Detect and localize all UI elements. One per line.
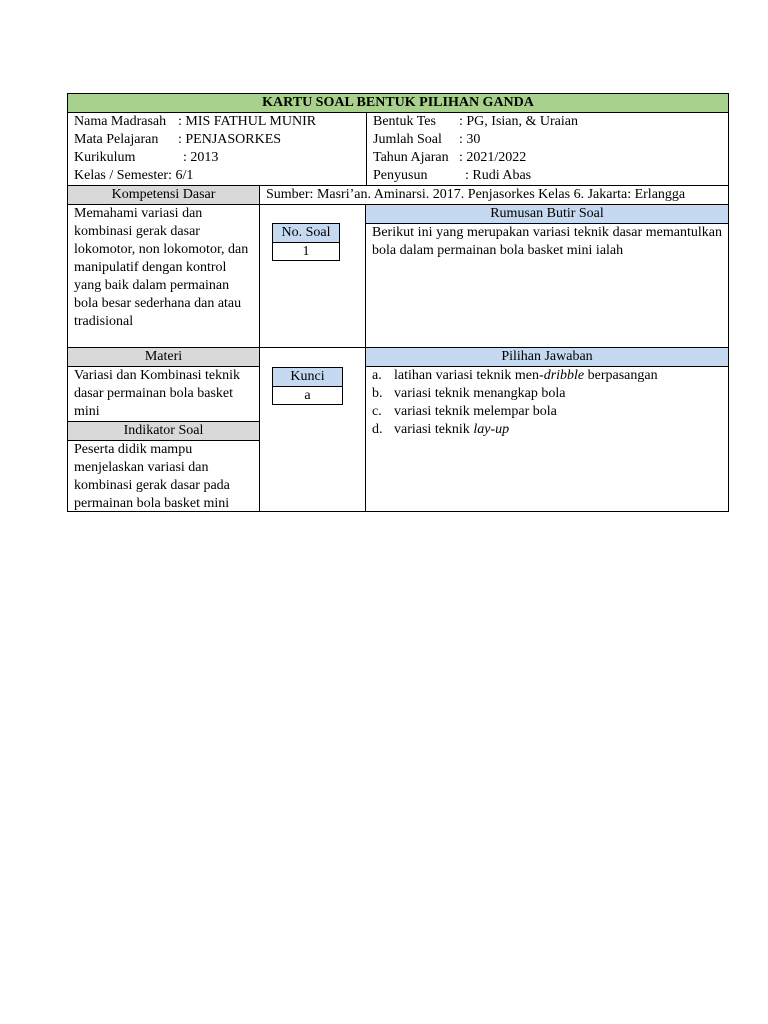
option-text-part: variasi teknik menangkap bola: [394, 386, 566, 401]
options-list: [366, 367, 728, 439]
info-value: : 6/1: [168, 168, 194, 183]
kompetensi-row: [68, 205, 728, 348]
kompetensi-header: Kompetensi Dasar: [68, 186, 260, 204]
option-c: [372, 403, 722, 421]
info-value: : MIS FATHUL MUNIR: [178, 114, 317, 129]
no-soal-value: 1: [302, 244, 310, 259]
info-value: : PENJASORKES: [178, 132, 282, 147]
kunci-box: [272, 367, 343, 405]
pilihan-cell: [366, 348, 728, 511]
kunci-cell: [260, 348, 366, 511]
option-b: [372, 385, 722, 403]
info-label: Mata Pelajaran: [74, 132, 159, 147]
info-right: [367, 113, 728, 185]
info-madrasah: [74, 113, 360, 131]
question-card: [67, 93, 729, 512]
info-value: : 30: [459, 132, 481, 147]
no-soal-label: No. Soal: [273, 224, 339, 243]
info-left: [68, 113, 367, 185]
no-soal-cell: [260, 205, 366, 347]
materi-text: Variasi dan Kombinasi teknik dasar permainan bola basket mini: [74, 368, 241, 419]
info-label: Kurikulum: [74, 150, 136, 165]
info-value: : PG, Isian, & Uraian: [459, 114, 578, 129]
rumusan-cell: [366, 205, 728, 347]
option-d: [372, 421, 722, 439]
info-label: Penyusun: [373, 168, 428, 183]
kompetensi-text: Memahami variasi dan kombinasi gerak dasar lokomotor, non lokomotor, dan manipulatif dengan kontrol yang baik dalam permainan bola besar sederhana dan atau tradisional: [74, 206, 249, 329]
info-kurikulum: [74, 149, 360, 167]
option-text-part: latihan variasi teknik men-: [394, 368, 544, 383]
option-letter: c.: [372, 404, 382, 419]
info-label: Tahun Ajaran: [373, 150, 449, 165]
option-text-part: berpasangan: [584, 368, 658, 383]
materi-header: Materi: [68, 348, 259, 367]
option-letter: b.: [372, 386, 383, 401]
option-text: [394, 403, 557, 421]
info-kelas: [74, 167, 360, 185]
info-label: Bentuk Tes: [373, 114, 436, 129]
option-text: [394, 385, 565, 403]
info-value: : Rudi Abas: [465, 168, 532, 183]
materi-row: [68, 348, 728, 511]
info-value: : 2013: [183, 150, 219, 165]
option-letter: d.: [372, 422, 383, 437]
kompetensi-header-row: [68, 186, 728, 205]
kunci-label: Kunci: [273, 368, 342, 387]
sumber-text: Sumber: Masri’an. Aminarsi. 2017. Penjasorkes Kelas 6. Jakarta: Erlangga: [266, 187, 686, 202]
info-tahun-ajaran: [373, 149, 722, 167]
info-bentuk-tes: [373, 113, 722, 131]
kunci-value: a: [304, 388, 311, 403]
info-penyusun: [373, 167, 722, 185]
info-label: Nama Madrasah: [74, 114, 167, 129]
option-text-part: variasi teknik melempar bola: [394, 404, 557, 419]
option-text-part: variasi teknik: [394, 422, 474, 437]
rumusan-header: Rumusan Butir Soal: [366, 205, 728, 224]
info-jumlah-soal: [373, 131, 722, 149]
kompetensi-cell: [68, 205, 260, 347]
option-text-italic: dribble: [543, 368, 585, 383]
option-text: [394, 367, 658, 385]
card-title: KARTU SOAL BENTUK PILIHAN GANDA: [68, 94, 728, 113]
rumusan-text: Berikut ini yang merupakan variasi teknik dasar memantulkan bola dalam permainan bola basket mini ialah: [372, 225, 722, 258]
info-mapel: [74, 131, 360, 149]
no-soal-box: [272, 223, 340, 261]
indikator-header: Indikator Soal: [68, 421, 259, 441]
info-label: Jumlah Soal: [373, 132, 442, 147]
indikator-text: Peserta didik mampu menjelaskan variasi dan kombinasi gerak dasar pada permainan bola basket mini: [74, 442, 230, 511]
pilihan-header: Pilihan Jawaban: [366, 348, 728, 367]
option-a: [372, 367, 722, 385]
option-letter: a.: [372, 368, 382, 383]
info-section: [68, 113, 728, 186]
info-value: : 2021/2022: [459, 150, 527, 165]
option-text-italic: lay-up: [473, 422, 510, 437]
info-label: Kelas / Semester: [74, 168, 169, 183]
materi-cell: [68, 348, 260, 511]
option-text: [394, 421, 509, 439]
